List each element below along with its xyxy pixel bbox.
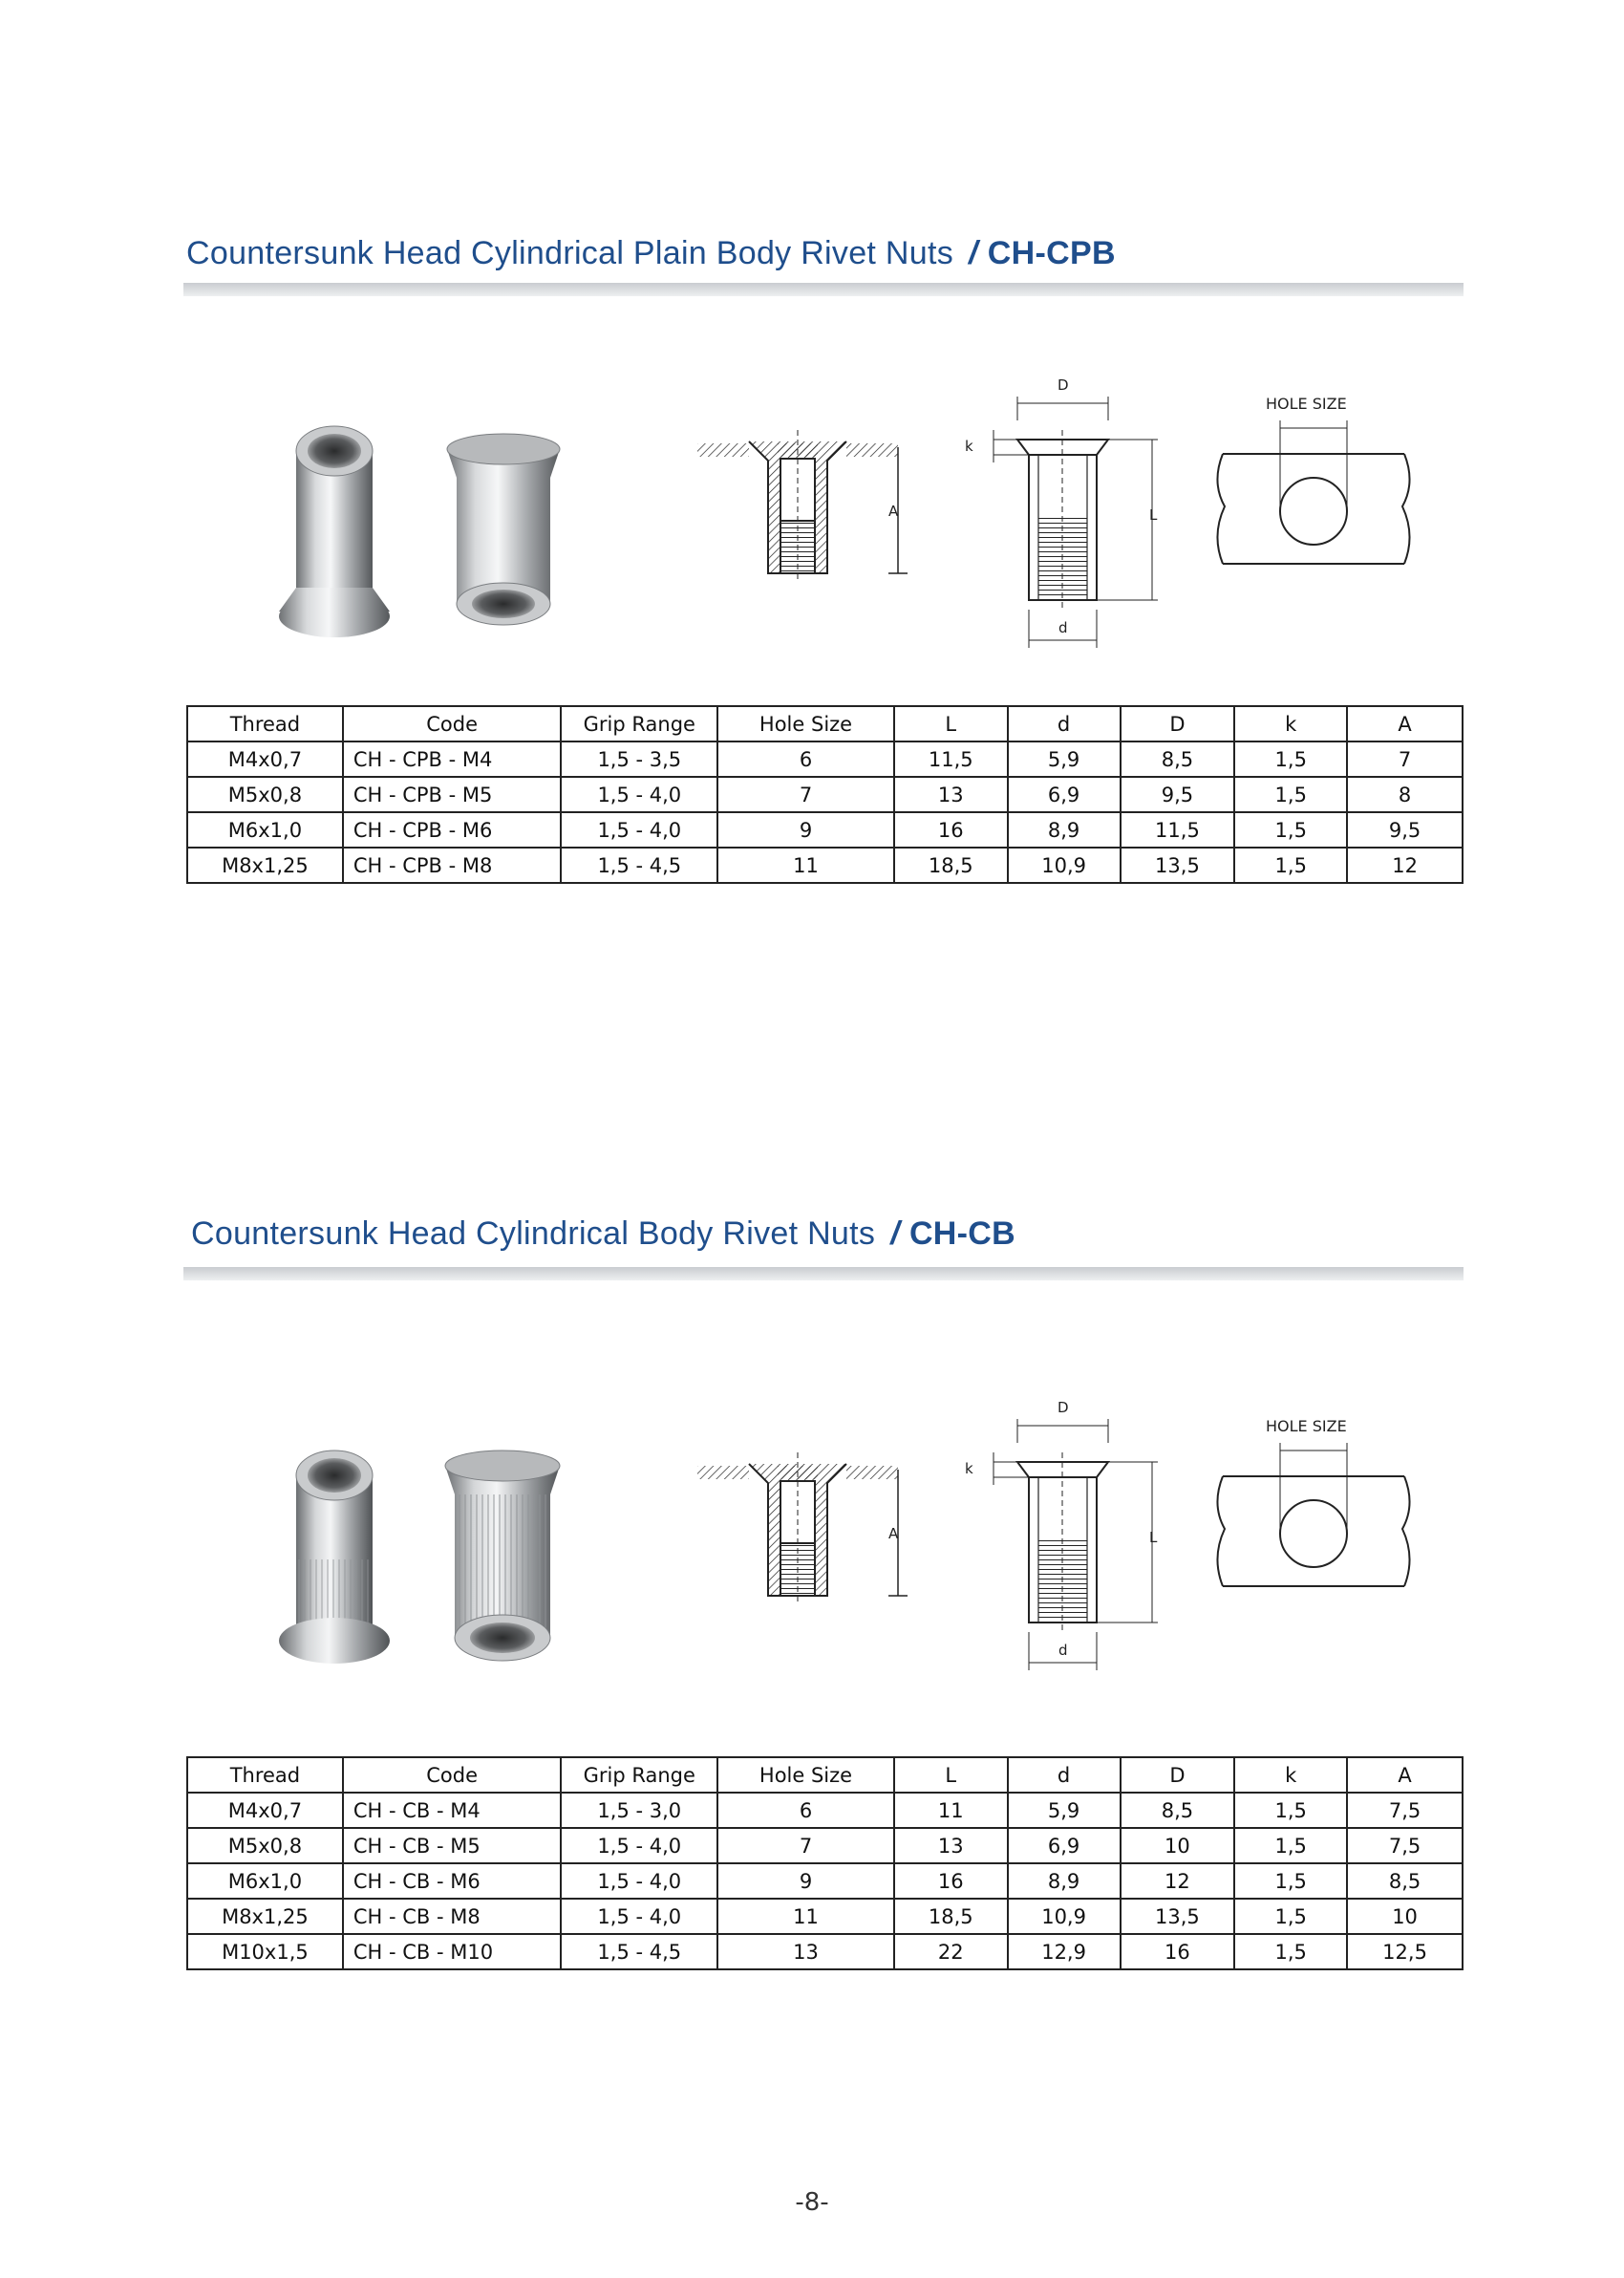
section-title — [186, 235, 1116, 272]
cell-thread: M8x1,25 — [187, 1899, 343, 1934]
rivet-nut-photo — [267, 1445, 592, 1684]
cell-hole-size: 7 — [717, 777, 894, 812]
dim-label-d: d — [1058, 1642, 1068, 1659]
cell-k: 1,5 — [1234, 777, 1347, 812]
rivet-nut-right — [445, 1451, 560, 1661]
dim-label-L: L — [1149, 506, 1158, 524]
cell-A: 7 — [1347, 741, 1463, 777]
cell-A: 9,5 — [1347, 812, 1463, 848]
header-k: k — [1234, 1757, 1347, 1793]
dim-label-d: d — [1058, 619, 1068, 636]
cell-grip-range: 1,5 - 4,0 — [561, 777, 717, 812]
header-L: L — [894, 706, 1008, 741]
title-text: Countersunk Head Cylindrical Body Rivet Nuts — [191, 1215, 876, 1252]
dim-label-D: D — [1058, 376, 1069, 394]
title-text: Countersunk Head Cylindrical Plain Body Rivet Nuts — [186, 235, 954, 271]
header-A: A — [1347, 706, 1463, 741]
cell-d: 6,9 — [1008, 1828, 1121, 1863]
rivet-nut-photo — [267, 420, 592, 650]
cell-k: 1,5 — [1234, 1863, 1347, 1899]
cell-code: CH - CPB - M4 — [343, 741, 562, 777]
cell-d: 8,9 — [1008, 812, 1121, 848]
table-header-row — [187, 1757, 1463, 1793]
header-code: Code — [343, 706, 562, 741]
cell-hole-size: 13 — [717, 1934, 894, 1969]
header-thread: Thread — [187, 706, 343, 741]
cell-hole-size: 11 — [717, 848, 894, 883]
cell-grip-range: 1,5 - 3,0 — [561, 1793, 717, 1828]
table-row — [187, 1899, 1463, 1934]
header-d: d — [1008, 1757, 1121, 1793]
cell-D: 11,5 — [1121, 812, 1235, 848]
page-number: -8- — [795, 2188, 829, 2217]
product-code: CH-CPB — [987, 235, 1116, 271]
table-row — [187, 848, 1463, 883]
installed-view — [697, 1452, 908, 1605]
dim-label-k: k — [965, 1460, 973, 1477]
cell-L: 16 — [894, 812, 1008, 848]
cell-A: 7,5 — [1347, 1828, 1463, 1863]
cell-L: 18,5 — [894, 1899, 1008, 1934]
cell-k: 1,5 — [1234, 1899, 1347, 1934]
cell-d: 12,9 — [1008, 1934, 1121, 1969]
installed-view — [697, 430, 908, 583]
title-rule — [183, 283, 1464, 296]
header-D: D — [1121, 706, 1235, 741]
cell-k: 1,5 — [1234, 741, 1347, 777]
cell-D: 8,5 — [1121, 1793, 1235, 1828]
cell-grip-range: 1,5 - 4,0 — [561, 1828, 717, 1863]
cell-grip-range: 1,5 - 3,5 — [561, 741, 717, 777]
title-rule — [183, 1267, 1464, 1280]
header-k: k — [1234, 706, 1347, 741]
cell-d: 5,9 — [1008, 1793, 1121, 1828]
cell-thread: M5x0,8 — [187, 1828, 343, 1863]
table-row — [187, 1828, 1463, 1863]
cell-thread: M4x0,7 — [187, 741, 343, 777]
header-d: d — [1008, 706, 1121, 741]
cell-A: 12,5 — [1347, 1934, 1463, 1969]
table-header-row — [187, 706, 1463, 741]
cell-k: 1,5 — [1234, 1793, 1347, 1828]
section-title — [191, 1215, 1015, 1253]
cell-D: 9,5 — [1121, 777, 1235, 812]
header-L: L — [894, 1757, 1008, 1793]
cell-A: 12 — [1347, 848, 1463, 883]
technical-drawing — [688, 1386, 1433, 1691]
dim-label-A: A — [888, 503, 899, 520]
dim-label-D: D — [1058, 1399, 1069, 1416]
cell-L: 13 — [894, 1828, 1008, 1863]
cell-A: 8,5 — [1347, 1863, 1463, 1899]
cell-L: 22 — [894, 1934, 1008, 1969]
cell-code: CH - CPB - M8 — [343, 848, 562, 883]
cell-hole-size: 9 — [717, 1863, 894, 1899]
dim-label-L: L — [1149, 1529, 1158, 1546]
cell-d: 8,9 — [1008, 1863, 1121, 1899]
cell-hole-size: 7 — [717, 1828, 894, 1863]
cell-L: 18,5 — [894, 848, 1008, 883]
cell-hole-size: 11 — [717, 1899, 894, 1934]
cell-hole-size: 9 — [717, 812, 894, 848]
header-D: D — [1121, 1757, 1235, 1793]
cell-D: 13,5 — [1121, 848, 1235, 883]
cell-D: 13,5 — [1121, 1899, 1235, 1934]
cell-k: 1,5 — [1234, 1934, 1347, 1969]
cell-code: CH - CPB - M5 — [343, 777, 562, 812]
cell-L: 11,5 — [894, 741, 1008, 777]
cell-d: 6,9 — [1008, 777, 1121, 812]
profile-view — [994, 1419, 1158, 1670]
cell-D: 16 — [1121, 1934, 1235, 1969]
cell-L: 16 — [894, 1863, 1008, 1899]
cell-grip-range: 1,5 - 4,5 — [561, 848, 717, 883]
cell-k: 1,5 — [1234, 812, 1347, 848]
spec-table — [186, 705, 1464, 884]
cell-L: 13 — [894, 777, 1008, 812]
hole-size-view — [1217, 420, 1409, 564]
rivet-nut-left — [279, 1451, 390, 1664]
cell-D: 10 — [1121, 1828, 1235, 1863]
hole-size-label: HOLE SIZE — [1266, 1417, 1347, 1435]
cell-d: 10,9 — [1008, 848, 1121, 883]
cell-thread: M5x0,8 — [187, 777, 343, 812]
cell-code: CH - CB - M8 — [343, 1899, 562, 1934]
title-separator: / — [890, 1215, 900, 1252]
profile-view — [994, 397, 1158, 648]
header-grip-range: Grip Range — [561, 1757, 717, 1793]
cell-thread: M6x1,0 — [187, 812, 343, 848]
dim-label-k: k — [965, 438, 973, 455]
header-hole-size: Hole Size — [717, 1757, 894, 1793]
cell-D: 12 — [1121, 1863, 1235, 1899]
cell-A: 8 — [1347, 777, 1463, 812]
rivet-nut-right — [447, 434, 560, 625]
table-row — [187, 1793, 1463, 1828]
cell-thread: M4x0,7 — [187, 1793, 343, 1828]
cell-d: 10,9 — [1008, 1899, 1121, 1934]
spec-table — [186, 1756, 1464, 1970]
cell-hole-size: 6 — [717, 741, 894, 777]
header-grip-range: Grip Range — [561, 706, 717, 741]
cell-grip-range: 1,5 - 4,0 — [561, 812, 717, 848]
dim-label-A: A — [888, 1525, 899, 1542]
cell-hole-size: 6 — [717, 1793, 894, 1828]
cell-code: CH - CB - M4 — [343, 1793, 562, 1828]
title-separator: / — [969, 235, 978, 271]
cell-k: 1,5 — [1234, 848, 1347, 883]
table-row — [187, 1863, 1463, 1899]
cell-grip-range: 1,5 - 4,0 — [561, 1863, 717, 1899]
table-row — [187, 741, 1463, 777]
technical-drawing — [688, 363, 1433, 669]
cell-code: CH - CB - M6 — [343, 1863, 562, 1899]
cell-L: 11 — [894, 1793, 1008, 1828]
cell-code: CH - CB - M5 — [343, 1828, 562, 1863]
cell-code: CH - CB - M10 — [343, 1934, 562, 1969]
cell-thread: M10x1,5 — [187, 1934, 343, 1969]
cell-D: 8,5 — [1121, 741, 1235, 777]
cell-thread: M8x1,25 — [187, 848, 343, 883]
header-thread: Thread — [187, 1757, 343, 1793]
table-row — [187, 1934, 1463, 1969]
header-code: Code — [343, 1757, 562, 1793]
cell-grip-range: 1,5 - 4,5 — [561, 1934, 717, 1969]
cell-d: 5,9 — [1008, 741, 1121, 777]
cell-code: CH - CPB - M6 — [343, 812, 562, 848]
cell-A: 7,5 — [1347, 1793, 1463, 1828]
rivet-nut-left — [279, 426, 390, 637]
cell-thread: M6x1,0 — [187, 1863, 343, 1899]
table-row — [187, 812, 1463, 848]
cell-grip-range: 1,5 - 4,0 — [561, 1899, 717, 1934]
cell-k: 1,5 — [1234, 1828, 1347, 1863]
table-row — [187, 777, 1463, 812]
cell-A: 10 — [1347, 1899, 1463, 1934]
product-code: CH-CB — [908, 1215, 1015, 1252]
hole-size-label: HOLE SIZE — [1266, 395, 1347, 413]
header-hole-size: Hole Size — [717, 706, 894, 741]
hole-size-view — [1217, 1443, 1409, 1586]
header-A: A — [1347, 1757, 1463, 1793]
